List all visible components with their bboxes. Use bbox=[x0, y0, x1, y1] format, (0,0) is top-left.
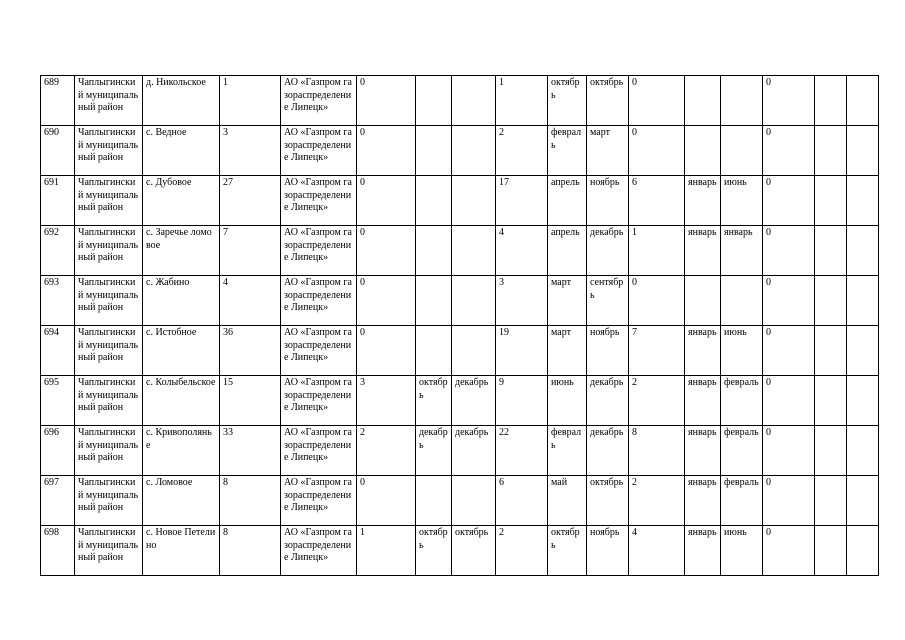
cell-13 bbox=[721, 126, 763, 176]
table-row bbox=[41, 476, 879, 526]
organization-cell: АО «Газпром газораспределение Липецк» bbox=[281, 476, 357, 526]
settlement-cell: с. Заречье ломовое bbox=[143, 226, 220, 276]
cell-9: апрель bbox=[548, 176, 587, 226]
settlement-cell: с. Дубовое bbox=[143, 176, 220, 226]
cell-5: 0 bbox=[357, 276, 416, 326]
cell-15 bbox=[815, 276, 847, 326]
rayon-cell: Чаплыгинский муниципальный район bbox=[75, 326, 143, 376]
cell-14: 0 bbox=[763, 476, 815, 526]
cell-13: июнь bbox=[721, 526, 763, 576]
cell-11: 1 bbox=[629, 226, 685, 276]
cell-16 bbox=[847, 376, 879, 426]
cell-11: 8 bbox=[629, 426, 685, 476]
row-number-cell: 697 bbox=[41, 476, 75, 526]
count-cell: 8 bbox=[220, 526, 281, 576]
cell-16 bbox=[847, 226, 879, 276]
cell-10: ноябрь bbox=[587, 526, 629, 576]
cell-9: октябрь bbox=[548, 76, 587, 126]
count-cell: 7 bbox=[220, 226, 281, 276]
cell-9: март bbox=[548, 326, 587, 376]
cell-9: февраль bbox=[548, 126, 587, 176]
cell-16 bbox=[847, 76, 879, 126]
cell-10: ноябрь bbox=[587, 326, 629, 376]
cell-5: 0 bbox=[357, 126, 416, 176]
cell-16 bbox=[847, 176, 879, 226]
cell-7 bbox=[452, 276, 496, 326]
cell-9: май bbox=[548, 476, 587, 526]
cell-8: 2 bbox=[496, 526, 548, 576]
cell-11: 0 bbox=[629, 276, 685, 326]
cell-9: июнь bbox=[548, 376, 587, 426]
count-cell: 27 bbox=[220, 176, 281, 226]
cell-15 bbox=[815, 176, 847, 226]
cell-9: февраль bbox=[548, 426, 587, 476]
cell-6 bbox=[416, 76, 452, 126]
cell-14: 0 bbox=[763, 326, 815, 376]
settlement-cell: с. Новое Петелино bbox=[143, 526, 220, 576]
cell-7 bbox=[452, 326, 496, 376]
cell-14: 0 bbox=[763, 176, 815, 226]
cell-7 bbox=[452, 226, 496, 276]
cell-7 bbox=[452, 126, 496, 176]
cell-12 bbox=[685, 276, 721, 326]
count-cell: 4 bbox=[220, 276, 281, 326]
cell-12: январь bbox=[685, 326, 721, 376]
cell-8: 17 bbox=[496, 176, 548, 226]
cell-10: октябрь bbox=[587, 476, 629, 526]
table-row bbox=[41, 76, 879, 126]
cell-6: октябрь bbox=[416, 526, 452, 576]
cell-11: 0 bbox=[629, 126, 685, 176]
table-row bbox=[41, 526, 879, 576]
row-number-cell: 695 bbox=[41, 376, 75, 426]
row-number-cell: 698 bbox=[41, 526, 75, 576]
cell-10: декабрь bbox=[587, 376, 629, 426]
cell-10: декабрь bbox=[587, 226, 629, 276]
cell-9: апрель bbox=[548, 226, 587, 276]
count-cell: 33 bbox=[220, 426, 281, 476]
rayon-cell: Чаплыгинский муниципальный район bbox=[75, 376, 143, 426]
cell-14: 0 bbox=[763, 376, 815, 426]
count-cell: 15 bbox=[220, 376, 281, 426]
cell-11: 2 bbox=[629, 376, 685, 426]
cell-8: 3 bbox=[496, 276, 548, 326]
organization-cell: АО «Газпром газораспределение Липецк» bbox=[281, 76, 357, 126]
cell-16 bbox=[847, 526, 879, 576]
settlement-cell: с. Жабино bbox=[143, 276, 220, 326]
cell-7: декабрь bbox=[452, 426, 496, 476]
cell-7 bbox=[452, 176, 496, 226]
table-row bbox=[41, 226, 879, 276]
cell-7: октябрь bbox=[452, 526, 496, 576]
cell-11: 4 bbox=[629, 526, 685, 576]
settlement-cell: с. Ломовое bbox=[143, 476, 220, 526]
cell-6 bbox=[416, 476, 452, 526]
row-number-cell: 693 bbox=[41, 276, 75, 326]
cell-15 bbox=[815, 226, 847, 276]
cell-10: март bbox=[587, 126, 629, 176]
cell-12: январь bbox=[685, 376, 721, 426]
cell-8: 4 bbox=[496, 226, 548, 276]
cell-12: январь bbox=[685, 226, 721, 276]
organization-cell: АО «Газпром газораспределение Липецк» bbox=[281, 426, 357, 476]
cell-6: декабрь bbox=[416, 426, 452, 476]
cell-10: декабрь bbox=[587, 426, 629, 476]
row-number-cell: 696 bbox=[41, 426, 75, 476]
row-number-cell: 689 bbox=[41, 76, 75, 126]
organization-cell: АО «Газпром газораспределение Липецк» bbox=[281, 276, 357, 326]
organization-cell: АО «Газпром газораспределение Липецк» bbox=[281, 526, 357, 576]
cell-6: октябрь bbox=[416, 376, 452, 426]
cell-14: 0 bbox=[763, 226, 815, 276]
cell-13: июнь bbox=[721, 326, 763, 376]
cell-8: 19 bbox=[496, 326, 548, 376]
cell-9: март bbox=[548, 276, 587, 326]
table-row bbox=[41, 426, 879, 476]
count-cell: 36 bbox=[220, 326, 281, 376]
cell-12 bbox=[685, 126, 721, 176]
cell-7 bbox=[452, 76, 496, 126]
organization-cell: АО «Газпром газораспределение Липецк» bbox=[281, 376, 357, 426]
cell-9: октябрь bbox=[548, 526, 587, 576]
cell-6 bbox=[416, 126, 452, 176]
table-row bbox=[41, 326, 879, 376]
row-number-cell: 692 bbox=[41, 226, 75, 276]
cell-15 bbox=[815, 126, 847, 176]
cell-16 bbox=[847, 476, 879, 526]
cell-7 bbox=[452, 476, 496, 526]
organization-cell: АО «Газпром газораспределение Липецк» bbox=[281, 326, 357, 376]
cell-16 bbox=[847, 276, 879, 326]
cell-10: сентябрь bbox=[587, 276, 629, 326]
cell-5: 0 bbox=[357, 76, 416, 126]
organization-cell: АО «Газпром газораспределение Липецк» bbox=[281, 226, 357, 276]
cell-16 bbox=[847, 426, 879, 476]
cell-8: 6 bbox=[496, 476, 548, 526]
table-row bbox=[41, 126, 879, 176]
cell-5: 0 bbox=[357, 326, 416, 376]
cell-5: 0 bbox=[357, 226, 416, 276]
rayon-cell: Чаплыгинский муниципальный район bbox=[75, 276, 143, 326]
cell-11: 0 bbox=[629, 76, 685, 126]
row-number-cell: 691 bbox=[41, 176, 75, 226]
cell-11: 7 bbox=[629, 326, 685, 376]
cell-8: 9 bbox=[496, 376, 548, 426]
cell-8: 2 bbox=[496, 126, 548, 176]
settlement-cell: д. Никольское bbox=[143, 76, 220, 126]
cell-15 bbox=[815, 376, 847, 426]
table-row bbox=[41, 276, 879, 326]
cell-14: 0 bbox=[763, 526, 815, 576]
settlement-cell: с. Кривополянье bbox=[143, 426, 220, 476]
cell-8: 1 bbox=[496, 76, 548, 126]
rayon-cell: Чаплыгинский муниципальный район bbox=[75, 76, 143, 126]
cell-15 bbox=[815, 426, 847, 476]
cell-5: 0 bbox=[357, 476, 416, 526]
organization-cell: АО «Газпром газораспределение Липецк» bbox=[281, 126, 357, 176]
cell-12: январь bbox=[685, 476, 721, 526]
rayon-cell: Чаплыгинский муниципальный район bbox=[75, 226, 143, 276]
organization-cell: АО «Газпром газораспределение Липецк» bbox=[281, 176, 357, 226]
cell-6 bbox=[416, 326, 452, 376]
cell-13: февраль bbox=[721, 376, 763, 426]
cell-11: 2 bbox=[629, 476, 685, 526]
count-cell: 1 bbox=[220, 76, 281, 126]
cell-12 bbox=[685, 76, 721, 126]
cell-6 bbox=[416, 176, 452, 226]
row-number-cell: 694 bbox=[41, 326, 75, 376]
cell-10: октябрь bbox=[587, 76, 629, 126]
rayon-cell: Чаплыгинский муниципальный район bbox=[75, 426, 143, 476]
cell-10: ноябрь bbox=[587, 176, 629, 226]
rayon-cell: Чаплыгинский муниципальный район bbox=[75, 126, 143, 176]
cell-14: 0 bbox=[763, 76, 815, 126]
cell-5: 2 bbox=[357, 426, 416, 476]
cell-5: 0 bbox=[357, 176, 416, 226]
cell-15 bbox=[815, 326, 847, 376]
count-cell: 8 bbox=[220, 476, 281, 526]
cell-8: 22 bbox=[496, 426, 548, 476]
cell-15 bbox=[815, 526, 847, 576]
rayon-cell: Чаплыгинский муниципальный район bbox=[75, 476, 143, 526]
count-cell: 3 bbox=[220, 126, 281, 176]
cell-15 bbox=[815, 76, 847, 126]
cell-5: 3 bbox=[357, 376, 416, 426]
cell-13: январь bbox=[721, 226, 763, 276]
cell-16 bbox=[847, 126, 879, 176]
settlement-cell: с. Ведное bbox=[143, 126, 220, 176]
cell-12: январь bbox=[685, 426, 721, 476]
cell-6 bbox=[416, 276, 452, 326]
cell-12: январь bbox=[685, 526, 721, 576]
table-row bbox=[41, 376, 879, 426]
cell-14: 0 bbox=[763, 276, 815, 326]
data-table bbox=[40, 75, 879, 576]
row-number-cell: 690 bbox=[41, 126, 75, 176]
cell-16 bbox=[847, 326, 879, 376]
cell-13: февраль bbox=[721, 426, 763, 476]
cell-5: 1 bbox=[357, 526, 416, 576]
cell-13: июнь bbox=[721, 176, 763, 226]
rayon-cell: Чаплыгинский муниципальный район bbox=[75, 526, 143, 576]
cell-13: февраль bbox=[721, 476, 763, 526]
table-row bbox=[41, 176, 879, 226]
cell-14: 0 bbox=[763, 426, 815, 476]
cell-14: 0 bbox=[763, 126, 815, 176]
cell-6 bbox=[416, 226, 452, 276]
cell-15 bbox=[815, 476, 847, 526]
cell-12: январь bbox=[685, 176, 721, 226]
settlement-cell: с. Колыбельское bbox=[143, 376, 220, 426]
cell-7: декабрь bbox=[452, 376, 496, 426]
cell-13 bbox=[721, 276, 763, 326]
cell-11: 6 bbox=[629, 176, 685, 226]
rayon-cell: Чаплыгинский муниципальный район bbox=[75, 176, 143, 226]
settlement-cell: с. Истобное bbox=[143, 326, 220, 376]
cell-13 bbox=[721, 76, 763, 126]
